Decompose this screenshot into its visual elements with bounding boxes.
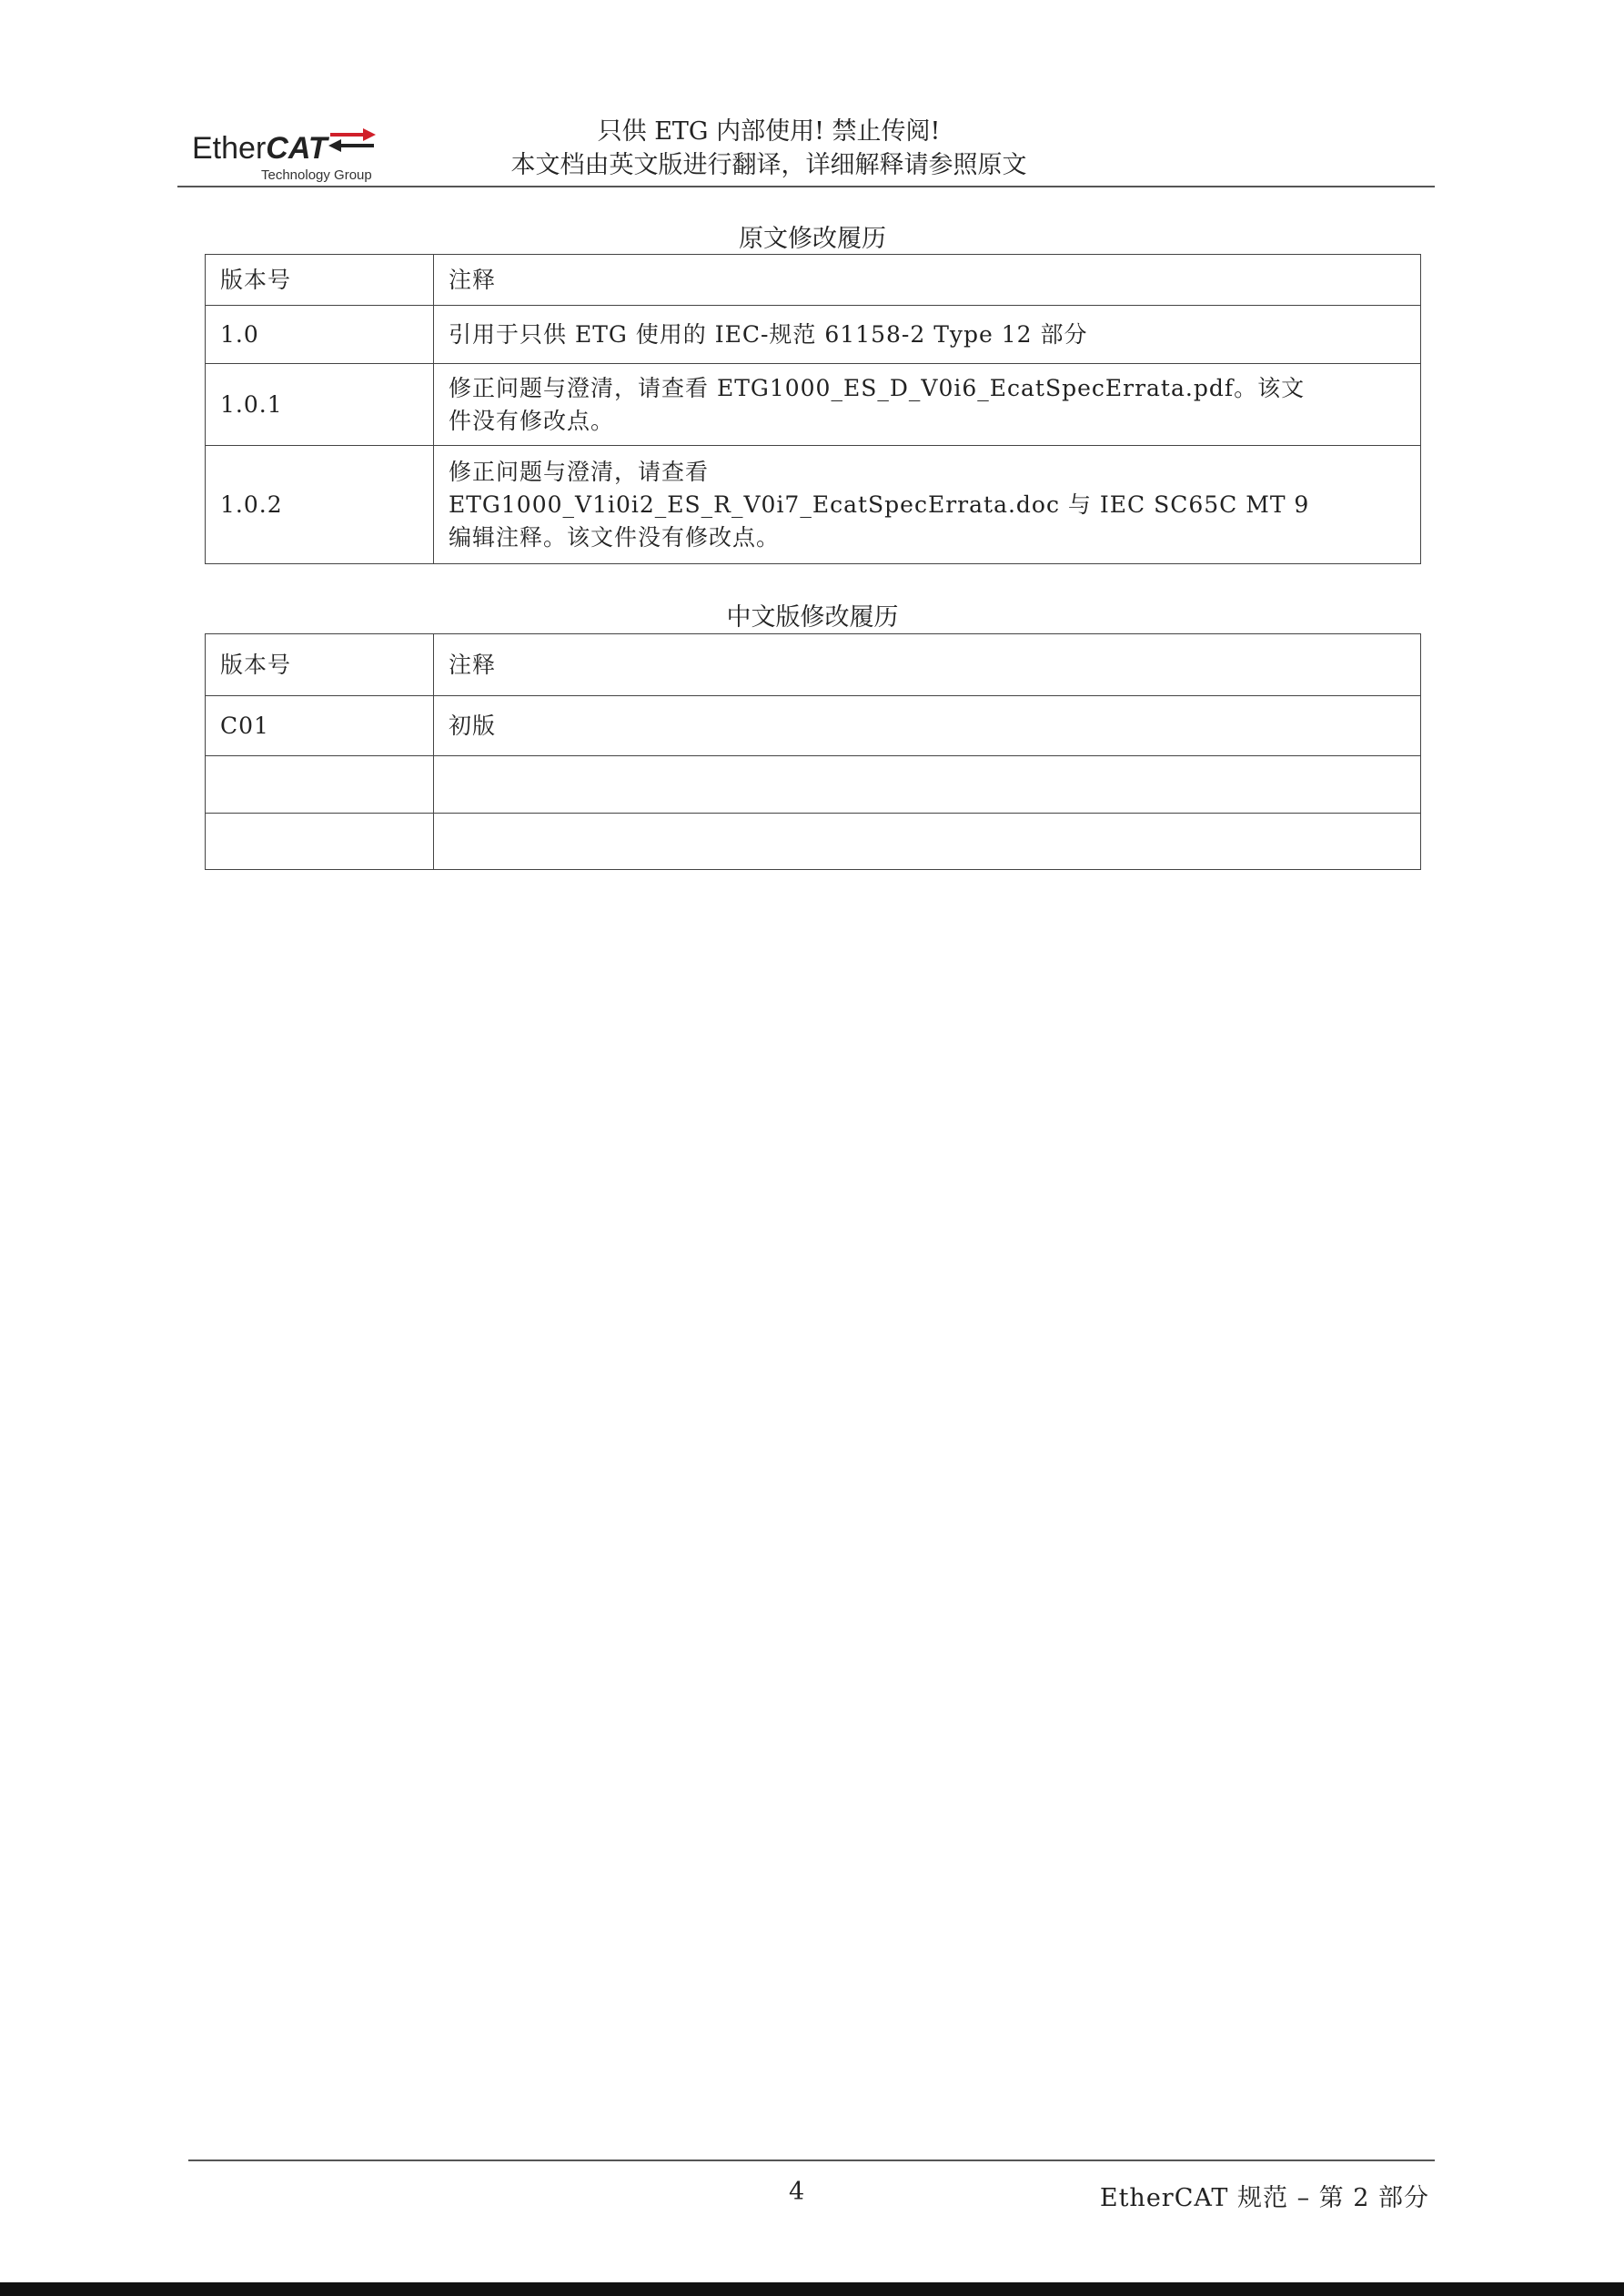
version-cell: 1.0	[206, 306, 434, 364]
table-row	[206, 306, 1421, 364]
note-line: ETG1000_V1i0i2_ES_R_V0i7_EcatSpecErrata.doc 与 IEC SC65C MT 9	[449, 491, 1310, 518]
ethercat-logo	[192, 118, 374, 182]
page-footer	[188, 2159, 1435, 2216]
table-row	[206, 756, 1421, 814]
note-line: 引用于只供 ETG 使用的 IEC-规范 61158-2 Type 12 部分	[449, 320, 1088, 348]
bottom-edge-bar	[0, 2282, 1624, 2296]
note-cell	[434, 306, 1421, 364]
chinese-history-title: 中文版修改履历	[726, 603, 899, 632]
table-row	[206, 814, 1421, 870]
page-header	[177, 107, 1435, 187]
header-notice-line2: 本文档由英文版进行翻译，详细解释请参照原文	[510, 151, 1027, 179]
ethercat-arrows-icon	[327, 127, 378, 153]
table-row	[206, 696, 1421, 756]
table-header-row	[206, 634, 1421, 696]
column-header-note: 注释	[434, 634, 1421, 696]
header-notice-line1: 只供 ETG 内部使用! 禁止传阅!	[597, 117, 941, 146]
column-header-version: 版本号	[206, 255, 434, 306]
version-cell: C01	[206, 696, 434, 756]
logo-subtitle: Technology Group	[261, 167, 372, 183]
note-line: 修正问题与澄清，请查看 ETG1000_ES_D_V0i6_EcatSpecErrata.pdf。该文	[449, 374, 1306, 401]
note-line: 编辑注释。该文件没有修改点。	[449, 523, 781, 551]
version-cell: 1.0.2	[206, 446, 434, 564]
original-history-title: 原文修改履历	[739, 225, 886, 253]
note-cell	[434, 364, 1421, 446]
page-number: 4	[789, 2178, 805, 2206]
table-header-row	[206, 255, 1421, 306]
header-notice	[450, 115, 1087, 182]
column-header-note: 注释	[434, 255, 1421, 306]
note-cell	[434, 814, 1421, 870]
note-line: 修正问题与澄清，请查看	[449, 458, 710, 485]
version-cell: 1.0.1	[206, 364, 434, 446]
column-header-version: 版本号	[206, 634, 434, 696]
note-cell: 初版	[434, 696, 1421, 756]
table-row	[206, 446, 1421, 564]
note-cell	[434, 756, 1421, 814]
version-cell	[206, 756, 434, 814]
chinese-history-table	[205, 633, 1421, 870]
note-line: 件没有修改点。	[449, 407, 615, 434]
table-row	[206, 364, 1421, 446]
logo-wordmark: EtherCAT	[192, 131, 328, 166]
footer-doc-title: EtherCAT 规范 – 第 2 部分	[1099, 2184, 1429, 2212]
original-history-table	[205, 254, 1421, 564]
version-cell	[206, 814, 434, 870]
note-cell	[434, 446, 1421, 564]
